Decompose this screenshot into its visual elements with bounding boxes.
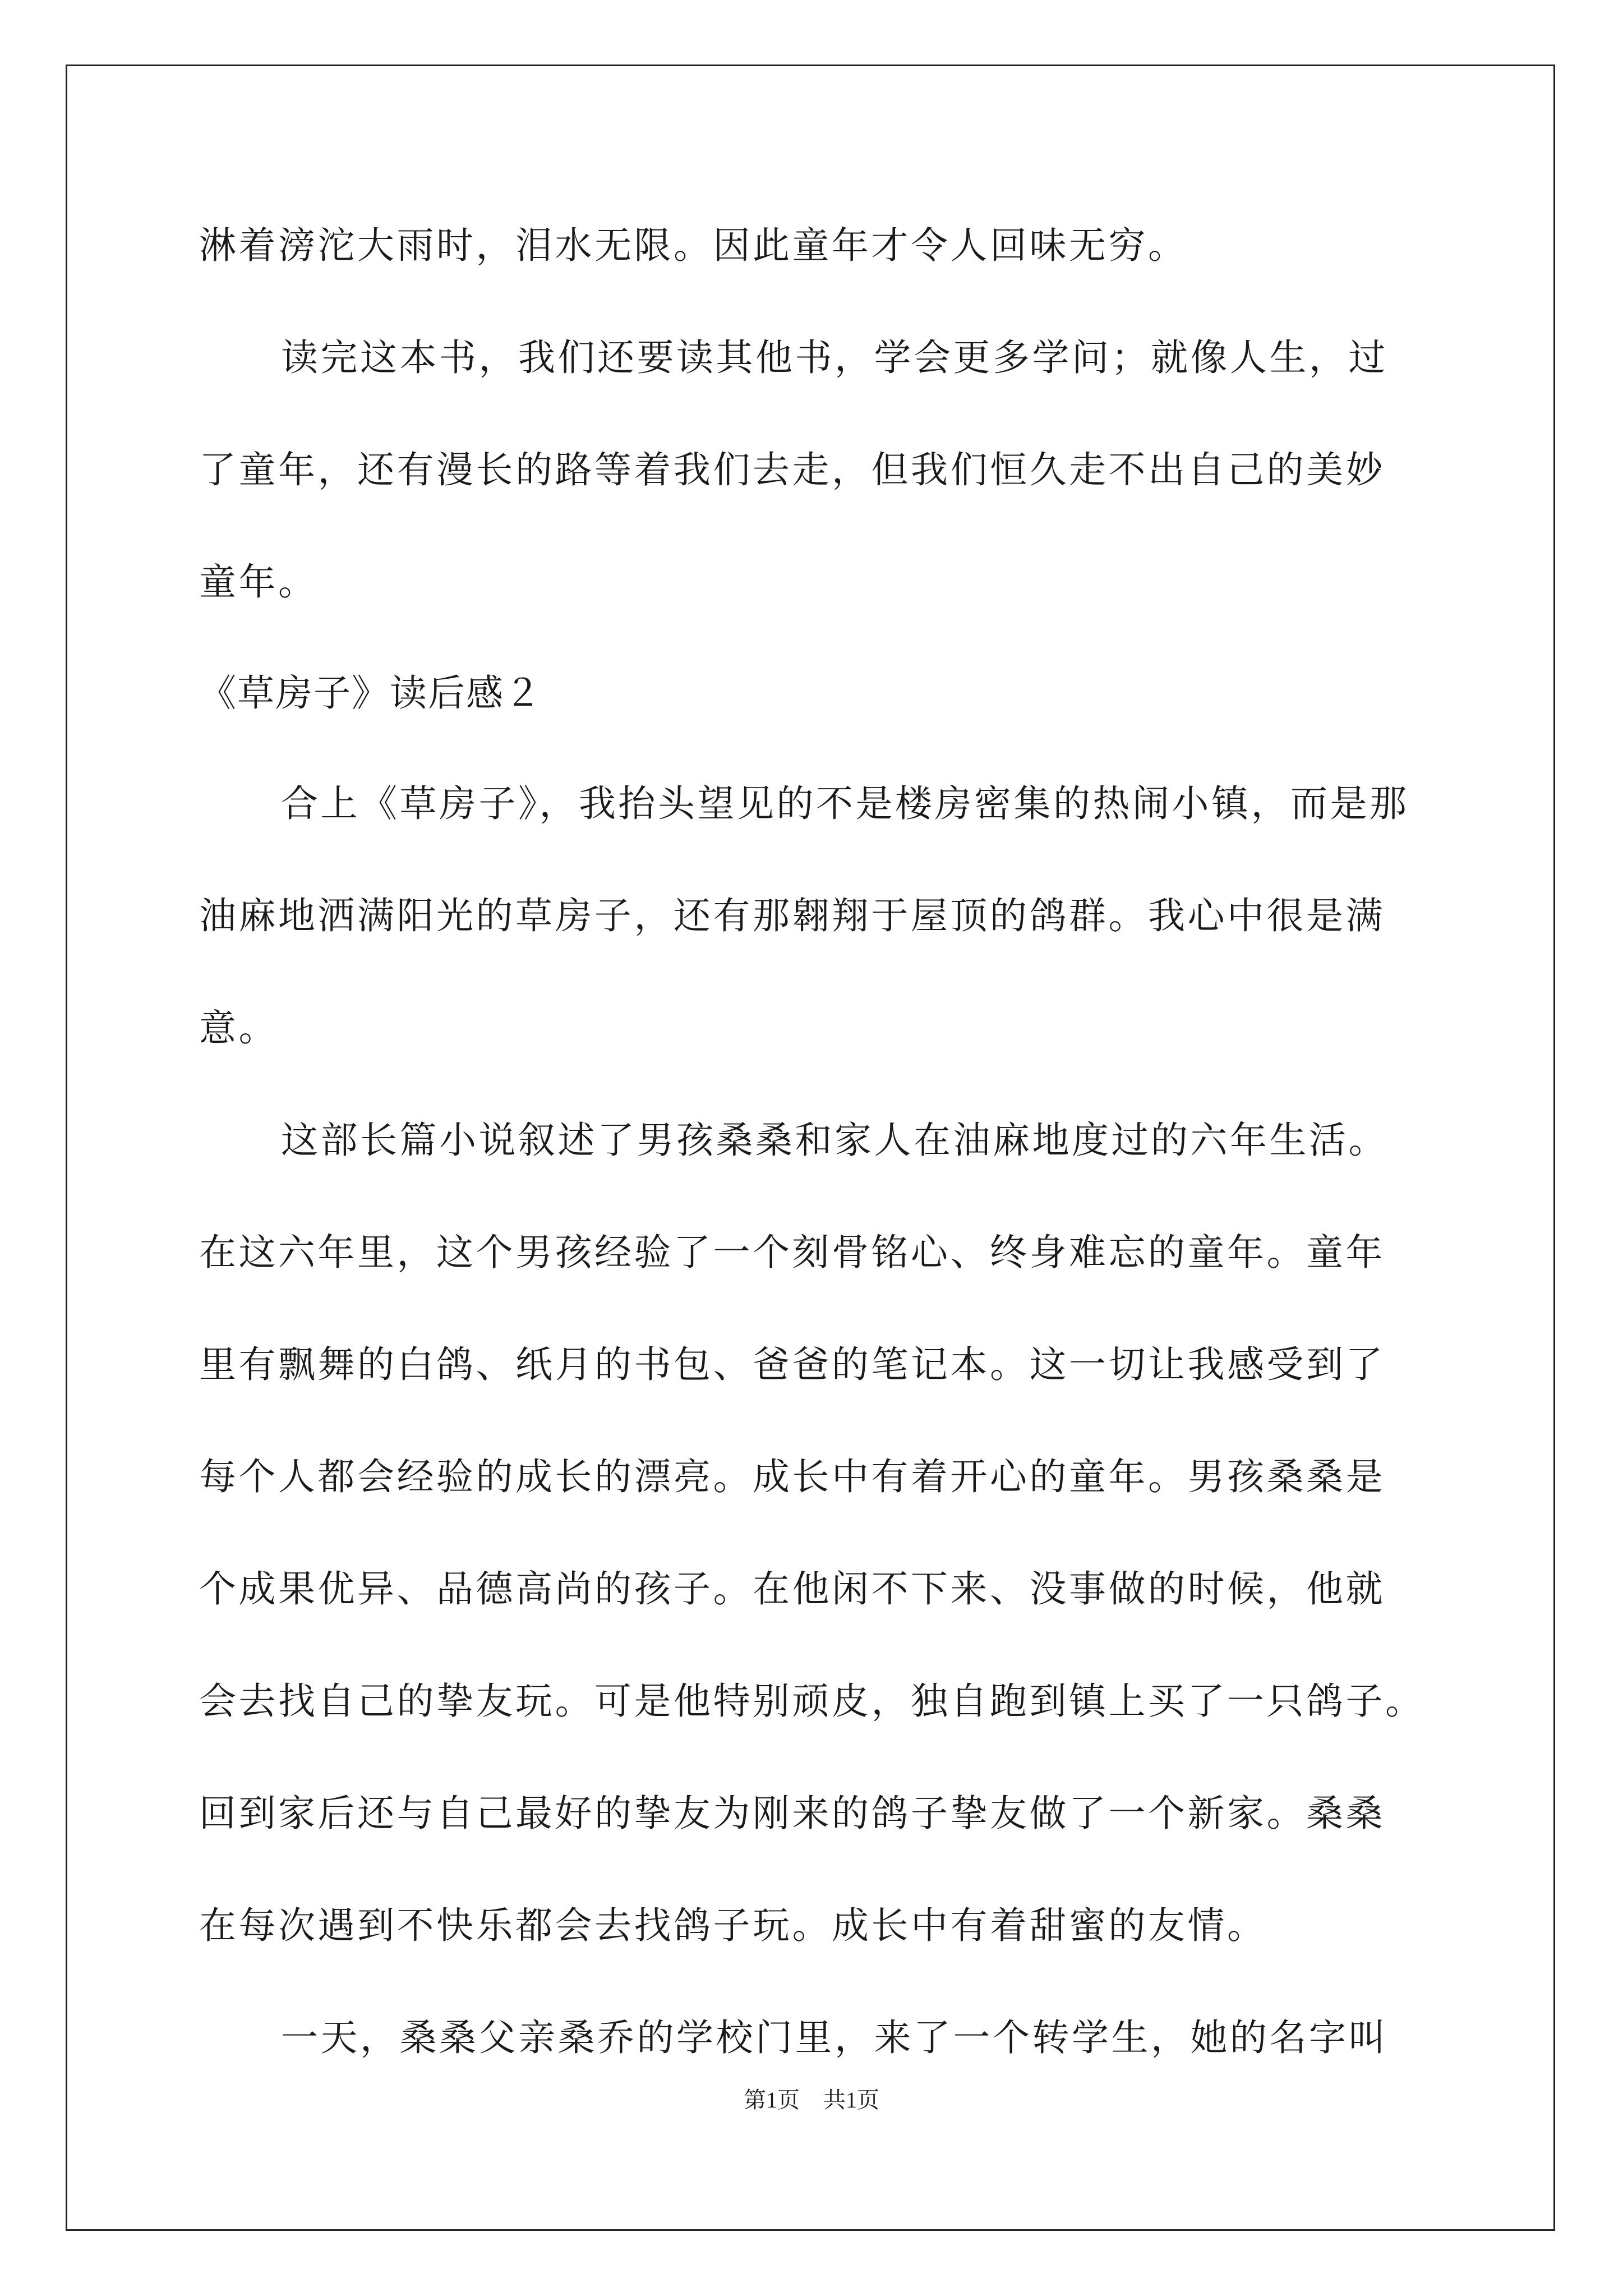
paragraph-line: 个成果优异、品德高尚的孩子。在他闲不下来、没事做的时候，他就 (199, 1567, 1385, 1611)
paragraph-line: 一天，桑桑父亲桑乔的学校门里，来了一个转学生，她的名字叫 (281, 2016, 1388, 2059)
paragraph-line: 这部长篇小说叙述了男孩桑桑和家人在油麻地度过的六年生活。 (281, 1119, 1388, 1162)
paragraph-line: 在每次遇到不快乐都会去找鸽子玩。成长中有着甜蜜的友情。 (199, 1904, 1267, 1947)
paragraph-line: 了童年，还有漫长的路等着我们去走，但我们恒久走不出自己的美妙 (199, 448, 1385, 491)
page-number: 第1页 (744, 2087, 800, 2113)
paragraph-line: 会去找自己的挚友玩。可是他特别顽皮，独自跑到镇上买了一只鸽子。 (199, 1680, 1425, 1723)
paragraph-line: 回到家后还与自己最好的挚友为刚来的鸽子挚友做了一个新家。桑桑 (199, 1792, 1385, 1835)
paragraph-line: 意。 (199, 1006, 278, 1050)
paragraph-line: 读完这本书，我们还要读其他书，学会更多学问；就像人生，过 (281, 336, 1388, 379)
paragraph-line: 在这六年里，这个男孩经验了一个刻骨铭心、终身难忘的童年。童年 (199, 1231, 1385, 1274)
section-heading: 《草房子》读后感２ (199, 671, 542, 715)
paragraph-line: 每个人都会经验的成长的漂亮。成长中有着开心的童年。男孩桑桑是 (199, 1455, 1385, 1498)
paragraph-line: 淋着滂沱大雨时，泪水无限。因此童年才令人回味无穷。 (199, 224, 1188, 267)
page-footer (0, 2085, 1623, 2116)
paragraph-line: 合上《草房子》，我抬头望见的不是楼房密集的热闹小镇，而是那 (281, 782, 1409, 825)
paragraph-line: 童年。 (199, 560, 318, 604)
total-pages: 共1页 (823, 2087, 879, 2113)
paragraph-line: 油麻地洒满阳光的草房子，还有那翱翔于屋顶的鸽群。我心中很是满 (199, 894, 1385, 937)
paragraph-line: 里有飘舞的白鸽、纸月的书包、爸爸的笔记本。这一切让我感受到了 (199, 1343, 1385, 1386)
